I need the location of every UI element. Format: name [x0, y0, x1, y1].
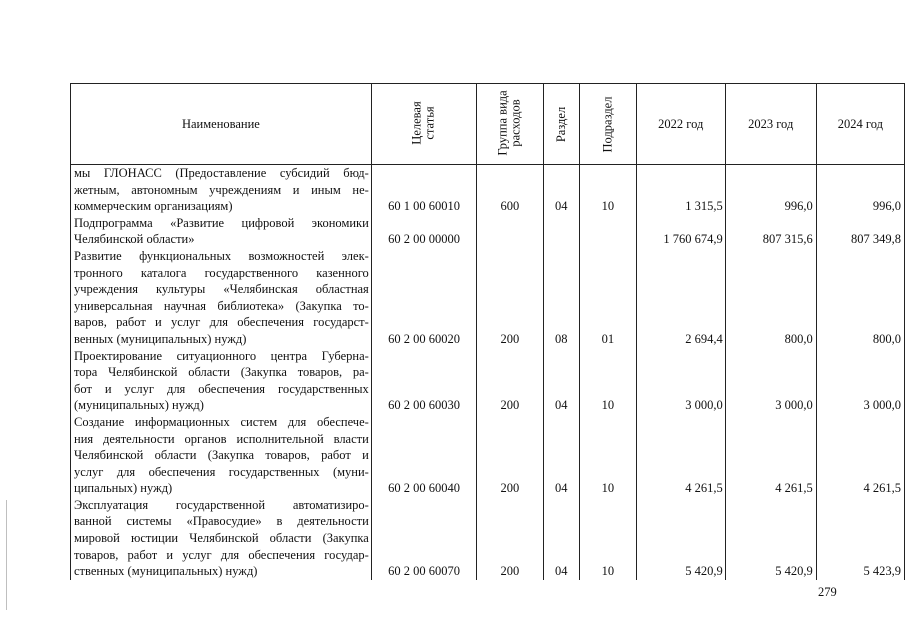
row-group: [477, 215, 543, 248]
row-section: 04: [543, 414, 579, 497]
row-amount-2022: 3 000,0: [636, 348, 725, 414]
row-name: Развитие функциональных возможностей элек- тронного каталога государственного казенного учреждения культуры «Челябинская областная универсальная научная библиотека» (Закупка то- варов, работ и услуг для обеспечения государст- венных (муниципальных) нужд): [71, 248, 372, 348]
header-year-2022: 2022 год: [636, 84, 725, 165]
table-row: [71, 248, 905, 348]
row-subsection: 10: [579, 414, 636, 497]
row-code: 60 2 00 60070: [371, 497, 476, 580]
header-name: Наименование: [71, 84, 372, 165]
row-subsection: [579, 215, 636, 248]
row-amount-2023: 3 000,0: [725, 348, 816, 414]
row-subsection: 01: [579, 248, 636, 348]
row-group: 200: [477, 348, 543, 414]
row-name: мы ГЛОНАСС (Предоставление субсидий бюд- жетным, автономным учреждениям и иным не- коммерческим организациям): [71, 165, 372, 215]
row-section: 04: [543, 497, 579, 580]
row-name: Проектирование ситуационного центра Губерна- тора Челябинской области (Закупка товаров, ра- бот и услуг для обеспечения государственных (муниципальных) нужд): [71, 348, 372, 414]
row-name: Эксплуатация государственной автоматизиро- ванной системы «Правосудие» в деятельности мировой юстиции Челябинской области (Закупка товаров, работ и услуг для обеспечения государ- ственных (муниципальных) нужд): [71, 497, 372, 580]
row-amount-2024: 807 349,8: [816, 215, 904, 248]
row-amount-2023: 4 261,5: [725, 414, 816, 497]
table-row: [71, 414, 905, 497]
row-subsection: 10: [579, 165, 636, 215]
budget-table: [70, 83, 905, 580]
header-subsection: Подраздел: [579, 84, 636, 165]
row-amount-2023: 5 420,9: [725, 497, 816, 580]
table-row: [71, 215, 905, 248]
row-amount-2022: 1 760 674,9: [636, 215, 725, 248]
header-year-2024: 2024 год: [816, 84, 904, 165]
table-header-row: [71, 84, 905, 165]
table-row: [71, 348, 905, 414]
row-amount-2024: 5 423,9: [816, 497, 904, 580]
row-amount-2023: 996,0: [725, 165, 816, 215]
row-code: 60 2 00 60030: [371, 348, 476, 414]
row-amount-2022: 1 315,5: [636, 165, 725, 215]
header-year-2023: 2023 год: [725, 84, 816, 165]
row-amount-2024: 996,0: [816, 165, 904, 215]
row-amount-2023: 800,0: [725, 248, 816, 348]
table-row: [71, 497, 905, 580]
row-section: 04: [543, 165, 579, 215]
row-code: 60 1 00 60010: [371, 165, 476, 215]
row-section: 08: [543, 248, 579, 348]
row-code: 60 2 00 60040: [371, 414, 476, 497]
row-amount-2022: 2 694,4: [636, 248, 725, 348]
header-target-article: Целевая статья: [371, 84, 476, 165]
row-group: 200: [477, 248, 543, 348]
row-subsection: 10: [579, 348, 636, 414]
header-section: Раздел: [543, 84, 579, 165]
row-amount-2022: 5 420,9: [636, 497, 725, 580]
row-amount-2023: 807 315,6: [725, 215, 816, 248]
row-amount-2024: 800,0: [816, 248, 904, 348]
scan-edge-mark: [6, 500, 7, 610]
row-name: Создание информационных систем для обеспече- ния деятельности органов исполнительной власти Челябинской области (Закупка товаров, работ и услуг для обеспечения государственных (муни- ципальных) нужд): [71, 414, 372, 497]
row-code: 60 2 00 00000: [371, 215, 476, 248]
row-section: [543, 215, 579, 248]
row-group: 600: [477, 165, 543, 215]
header-expense-group: Группа вида расходов: [477, 84, 543, 165]
page-number: 279: [818, 585, 837, 599]
row-section: 04: [543, 348, 579, 414]
table-row: [71, 165, 905, 215]
row-subsection: 10: [579, 497, 636, 580]
row-name: Подпрограмма «Развитие цифровой экономики Челябинской области»: [71, 215, 372, 248]
row-amount-2022: 4 261,5: [636, 414, 725, 497]
row-amount-2024: 4 261,5: [816, 414, 904, 497]
row-amount-2024: 3 000,0: [816, 348, 904, 414]
row-group: 200: [477, 497, 543, 580]
row-code: 60 2 00 60020: [371, 248, 476, 348]
row-group: 200: [477, 414, 543, 497]
